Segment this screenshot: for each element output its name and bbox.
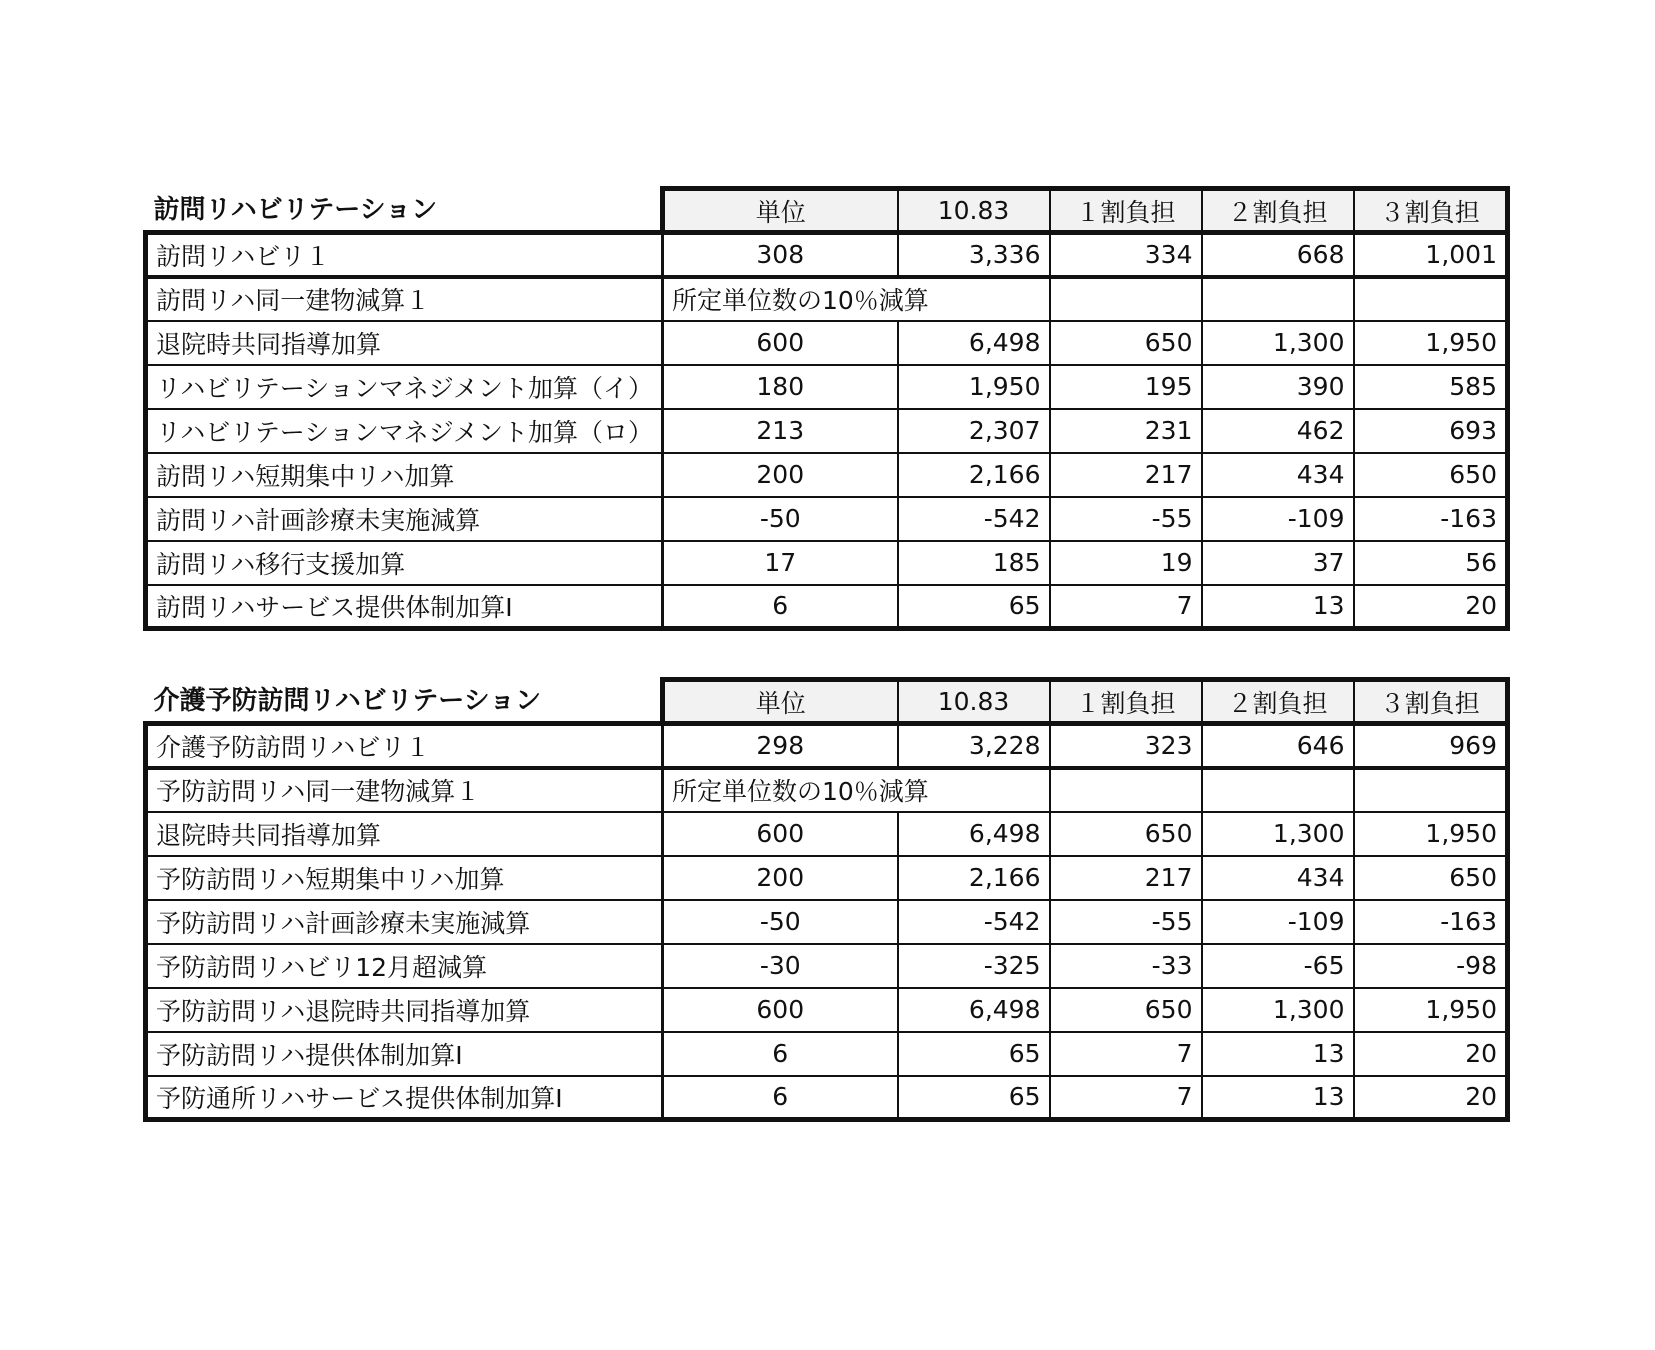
unit-cell: 200 <box>663 453 898 497</box>
copay-1-cell: 231 <box>1050 409 1202 453</box>
row-label: 訪問リハサービス提供体制加算Ⅰ <box>146 585 663 629</box>
copay-2-cell: -109 <box>1202 900 1354 944</box>
column-header: ２割負担 <box>1202 189 1354 233</box>
unit-cell: 6 <box>663 585 898 629</box>
column-header: 単位 <box>663 680 898 724</box>
table-row <box>146 365 1508 409</box>
row-label: 予防訪問リハ同一建物減算１ <box>146 768 663 812</box>
copay-1-cell: 650 <box>1050 988 1202 1032</box>
column-header: 10.83 <box>898 189 1050 233</box>
copay-3-cell: 1,001 <box>1354 233 1508 277</box>
unit-cell: -50 <box>663 900 898 944</box>
copay-3-cell: 20 <box>1354 585 1508 629</box>
table-row <box>146 1076 1508 1120</box>
copay-2-cell: 390 <box>1202 365 1354 409</box>
row-label: 予防訪問リハ提供体制加算Ⅰ <box>146 1032 663 1076</box>
copay-1-cell: 7 <box>1050 1076 1202 1120</box>
table-row <box>146 1032 1508 1076</box>
copay-3-cell: 693 <box>1354 409 1508 453</box>
table-body <box>146 189 1508 629</box>
unit-cell: 600 <box>663 321 898 365</box>
yen-cell: 3,228 <box>898 724 1050 768</box>
copay-2-cell: -65 <box>1202 944 1354 988</box>
table-row <box>146 856 1508 900</box>
copay-3-cell: 650 <box>1354 856 1508 900</box>
preventive-visiting-rehab-table <box>143 677 1510 1122</box>
copay-1-cell: 195 <box>1050 365 1202 409</box>
copay-2-cell: 434 <box>1202 453 1354 497</box>
yen-cell: 2,166 <box>898 856 1050 900</box>
copay-2-cell: 462 <box>1202 409 1354 453</box>
row-label: 介護予防訪問リハビリ１ <box>146 724 663 768</box>
unit-cell: 600 <box>663 988 898 1032</box>
row-label: 予防訪問リハ短期集中リハ加算 <box>146 856 663 900</box>
visiting-rehab-table <box>143 186 1510 631</box>
yen-cell: 65 <box>898 1032 1050 1076</box>
row-label: 訪問リハ移行支援加算 <box>146 541 663 585</box>
copay-1-cell: 334 <box>1050 233 1202 277</box>
copay-1-cell: 650 <box>1050 321 1202 365</box>
yen-cell: 1,950 <box>898 365 1050 409</box>
row-label: 予防通所リハサービス提供体制加算Ⅰ <box>146 1076 663 1120</box>
copay-3-cell: 1,950 <box>1354 812 1508 856</box>
yen-cell: 2,307 <box>898 409 1050 453</box>
copay-3-cell: 969 <box>1354 724 1508 768</box>
copay-1-cell: -55 <box>1050 900 1202 944</box>
copay-1-cell: 7 <box>1050 585 1202 629</box>
unit-cell: 17 <box>663 541 898 585</box>
unit-cell: 308 <box>663 233 898 277</box>
copay-2-cell: 668 <box>1202 233 1354 277</box>
table-row <box>146 724 1508 768</box>
table-row <box>146 321 1508 365</box>
copay-3-cell: -98 <box>1354 944 1508 988</box>
yen-cell: 6,498 <box>898 321 1050 365</box>
row-label: 予防訪問リハビリ12月超減算 <box>146 944 663 988</box>
table-row <box>146 812 1508 856</box>
unit-cell: 600 <box>663 812 898 856</box>
column-header: １割負担 <box>1050 189 1202 233</box>
column-header: 単位 <box>663 189 898 233</box>
copay-1-cell: 7 <box>1050 1032 1202 1076</box>
copay-1-cell: 19 <box>1050 541 1202 585</box>
copay-2-cell: 1,300 <box>1202 321 1354 365</box>
column-header: 10.83 <box>898 680 1050 724</box>
column-header: １割負担 <box>1050 680 1202 724</box>
row-label: 訪問リハビリ１ <box>146 233 663 277</box>
copay-3-cell: 1,950 <box>1354 988 1508 1032</box>
table-row <box>146 944 1508 988</box>
table-row <box>146 585 1508 629</box>
row-note: 所定単位数の10％減算 <box>663 768 1050 812</box>
copay-2-cell: 1,300 <box>1202 988 1354 1032</box>
unit-cell: -50 <box>663 497 898 541</box>
column-header: ２割負担 <box>1202 680 1354 724</box>
table-title: 訪問リハビリテーション <box>153 195 438 225</box>
yen-cell: 185 <box>898 541 1050 585</box>
yen-cell: 6,498 <box>898 812 1050 856</box>
copay-2-cell: -109 <box>1202 497 1354 541</box>
copay-1-cell: 217 <box>1050 453 1202 497</box>
table-title: 介護予防訪問リハビリテーション <box>153 686 542 716</box>
empty-cell <box>1354 768 1508 812</box>
unit-cell: -30 <box>663 944 898 988</box>
empty-cell <box>1202 768 1354 812</box>
column-header: ３割負担 <box>1354 189 1508 233</box>
table-row <box>146 453 1508 497</box>
copay-1-cell: -33 <box>1050 944 1202 988</box>
row-label: リハビリテーションマネジメント加算（ロ） <box>146 409 663 453</box>
table-row <box>146 277 1508 321</box>
copay-3-cell: 650 <box>1354 453 1508 497</box>
row-label: 退院時共同指導加算 <box>146 812 663 856</box>
copay-2-cell: 1,300 <box>1202 812 1354 856</box>
row-label: 訪問リハ短期集中リハ加算 <box>146 453 663 497</box>
row-label: 予防訪問リハ計画診療未実施減算 <box>146 900 663 944</box>
yen-cell: 2,166 <box>898 453 1050 497</box>
yen-cell: 6,498 <box>898 988 1050 1032</box>
unit-cell: 6 <box>663 1076 898 1120</box>
yen-cell: -542 <box>898 900 1050 944</box>
copay-1-cell: 217 <box>1050 856 1202 900</box>
row-label: 退院時共同指導加算 <box>146 321 663 365</box>
table-row <box>146 768 1508 812</box>
table-row <box>146 497 1508 541</box>
unit-cell: 298 <box>663 724 898 768</box>
copay-1-cell: -55 <box>1050 497 1202 541</box>
row-label: 訪問リハ計画診療未実施減算 <box>146 497 663 541</box>
yen-cell: -325 <box>898 944 1050 988</box>
row-label: 予防訪問リハ退院時共同指導加算 <box>146 988 663 1032</box>
copay-2-cell: 434 <box>1202 856 1354 900</box>
table-row <box>146 988 1508 1032</box>
copay-3-cell: 585 <box>1354 365 1508 409</box>
copay-1-cell: 650 <box>1050 812 1202 856</box>
table-row <box>146 900 1508 944</box>
yen-cell: -542 <box>898 497 1050 541</box>
header-row <box>146 189 1508 233</box>
copay-2-cell: 37 <box>1202 541 1354 585</box>
unit-cell: 180 <box>663 365 898 409</box>
copay-3-cell: -163 <box>1354 497 1508 541</box>
unit-cell: 6 <box>663 1032 898 1076</box>
copay-3-cell: 1,950 <box>1354 321 1508 365</box>
header-row <box>146 680 1508 724</box>
empty-cell <box>1050 768 1202 812</box>
copay-2-cell: 13 <box>1202 1076 1354 1120</box>
copay-2-cell: 646 <box>1202 724 1354 768</box>
table-body <box>146 680 1508 1120</box>
copay-3-cell: 20 <box>1354 1032 1508 1076</box>
copay-2-cell: 13 <box>1202 1032 1354 1076</box>
empty-cell <box>1202 277 1354 321</box>
yen-cell: 65 <box>898 585 1050 629</box>
row-note: 所定単位数の10％減算 <box>663 277 1050 321</box>
copay-3-cell: -163 <box>1354 900 1508 944</box>
table-row <box>146 409 1508 453</box>
copay-1-cell: 323 <box>1050 724 1202 768</box>
yen-cell: 3,336 <box>898 233 1050 277</box>
unit-cell: 213 <box>663 409 898 453</box>
column-header: ３割負担 <box>1354 680 1508 724</box>
row-label: 訪問リハ同一建物減算１ <box>146 277 663 321</box>
row-label: リハビリテーションマネジメント加算（イ） <box>146 365 663 409</box>
copay-2-cell: 13 <box>1202 585 1354 629</box>
copay-3-cell: 56 <box>1354 541 1508 585</box>
table-row <box>146 233 1508 277</box>
empty-cell <box>1050 277 1202 321</box>
table-row <box>146 541 1508 585</box>
yen-cell: 65 <box>898 1076 1050 1120</box>
unit-cell: 200 <box>663 856 898 900</box>
copay-3-cell: 20 <box>1354 1076 1508 1120</box>
empty-cell <box>1354 277 1508 321</box>
